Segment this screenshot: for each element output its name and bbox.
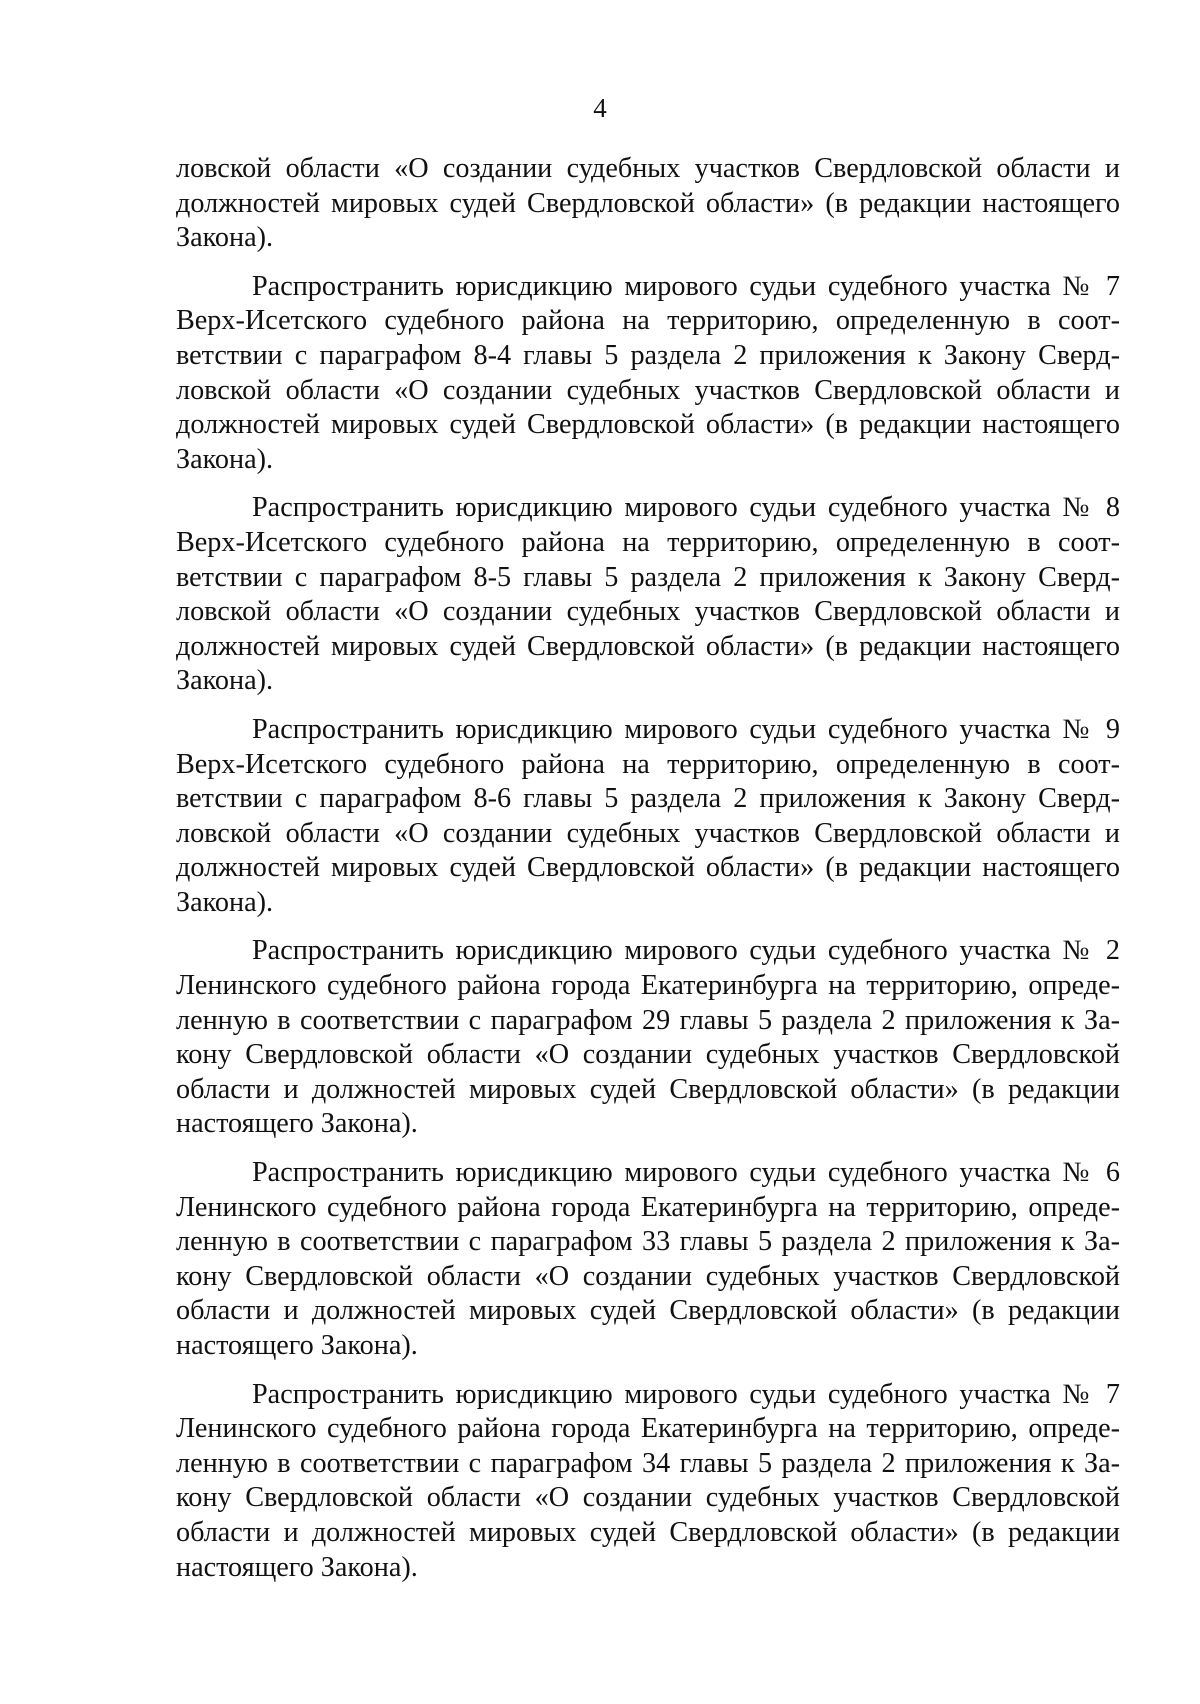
text-line: ветствии с параграфом 8-4 главы 5 раздела 2 приложения к Закону Сверд- (176, 339, 1120, 371)
text-line: ловской области «О создании судебных участков Свердловской области и (176, 374, 1120, 406)
text-line: области и должностей мировых судей Свердловской области» (в редакции (176, 1516, 1120, 1548)
text-line: кону Свердловской области «О создании судебных участков Свердловской (176, 1482, 1120, 1514)
text-line: Закона). (176, 665, 274, 697)
text-line: Ленинского судебного района города Екатеринбурга на территорию, опреде- (176, 1191, 1120, 1223)
paragraph (176, 270, 1120, 478)
text-line: ловской области «О создании судебных участков Свердловской области и (176, 153, 1120, 184)
text-line: должностей мировых судей Свердловской области» (в редакции настоящего (176, 409, 1120, 441)
paragraph (176, 152, 1120, 256)
text-line: Ленинского судебного района города Екатеринбурга на территорию, опреде- (176, 1413, 1120, 1445)
paragraph (176, 491, 1120, 699)
paragraph (176, 1156, 1120, 1364)
text-line: ветствии с параграфом 8-5 главы 5 раздела 2 приложения к Закону Сверд- (176, 561, 1120, 593)
page-number: 4 (593, 93, 607, 123)
paragraph (176, 934, 1120, 1142)
text-line: должностей мировых судей Свердловской области» (в редакции настоящего (176, 852, 1120, 884)
text-line: Распространить юрисдикцию мирового судьи судебного участка № 6 (252, 1157, 1120, 1189)
text-line: кону Свердловской области «О создании судебных участков Свердловской (176, 1039, 1120, 1071)
text-line: Закона). (176, 222, 274, 254)
text-line: Распространить юрисдикцию мирового судьи судебного участка № 7 (252, 1378, 1120, 1410)
text-line: Распространить юрисдикцию мирового судьи судебного участка № 2 (252, 935, 1120, 967)
text-line: Верх-Исетского судебного района на территорию, определенную в соот- (176, 526, 1120, 558)
text-line: Закона). (176, 886, 274, 918)
text-line: ленную в соответствии с параграфом 29 главы 5 раздела 2 приложения к За- (176, 1004, 1120, 1036)
text-line: Распространить юрисдикцию мирового судьи судебного участка № 9 (252, 713, 1120, 745)
text-line: Распространить юрисдикцию мирового судьи судебного участка № 7 (252, 270, 1120, 302)
text-line: Верх-Исетского судебного района на территорию, определенную в соот- (176, 305, 1120, 337)
text-line: настоящего Закона). (176, 1551, 418, 1583)
text-line: должностей мировых судей Свердловской области» (в редакции настоящего (176, 630, 1120, 662)
document-body (176, 152, 1120, 1599)
paragraph (176, 1378, 1120, 1586)
text-line: кону Свердловской области «О создании судебных участков Свердловской (176, 1260, 1120, 1292)
text-line: ленную в соответствии с параграфом 34 главы 5 раздела 2 приложения к За- (176, 1447, 1120, 1479)
text-line: ленную в соответствии с параграфом 33 главы 5 раздела 2 приложения к За- (176, 1226, 1120, 1258)
text-line: ловской области «О создании судебных участков Свердловской области и (176, 817, 1120, 849)
text-line: Закона). (176, 443, 274, 475)
text-line: настоящего Закона). (176, 1108, 418, 1140)
text-line: Ленинского судебного района города Екатеринбурга на территорию, опреде- (176, 970, 1120, 1002)
text-line: Верх-Исетского судебного района на территорию, определенную в соот- (176, 748, 1120, 780)
text-line: ветствии с параграфом 8-6 главы 5 раздела 2 приложения к Закону Сверд- (176, 783, 1120, 815)
text-line: области и должностей мировых судей Свердловской области» (в редакции (176, 1073, 1120, 1105)
text-line: настоящего Закона). (176, 1330, 418, 1361)
text-line: должностей мировых судей Свердловской области» (в редакции настоящего (176, 187, 1120, 219)
text-line: ловской области «О создании судебных участков Свердловской области и (176, 596, 1120, 628)
text-line: области и должностей мировых судей Свердловской области» (в редакции (176, 1295, 1120, 1327)
text-line: Распространить юрисдикцию мирового судьи судебного участка № 8 (252, 492, 1120, 524)
paragraph (176, 713, 1120, 921)
